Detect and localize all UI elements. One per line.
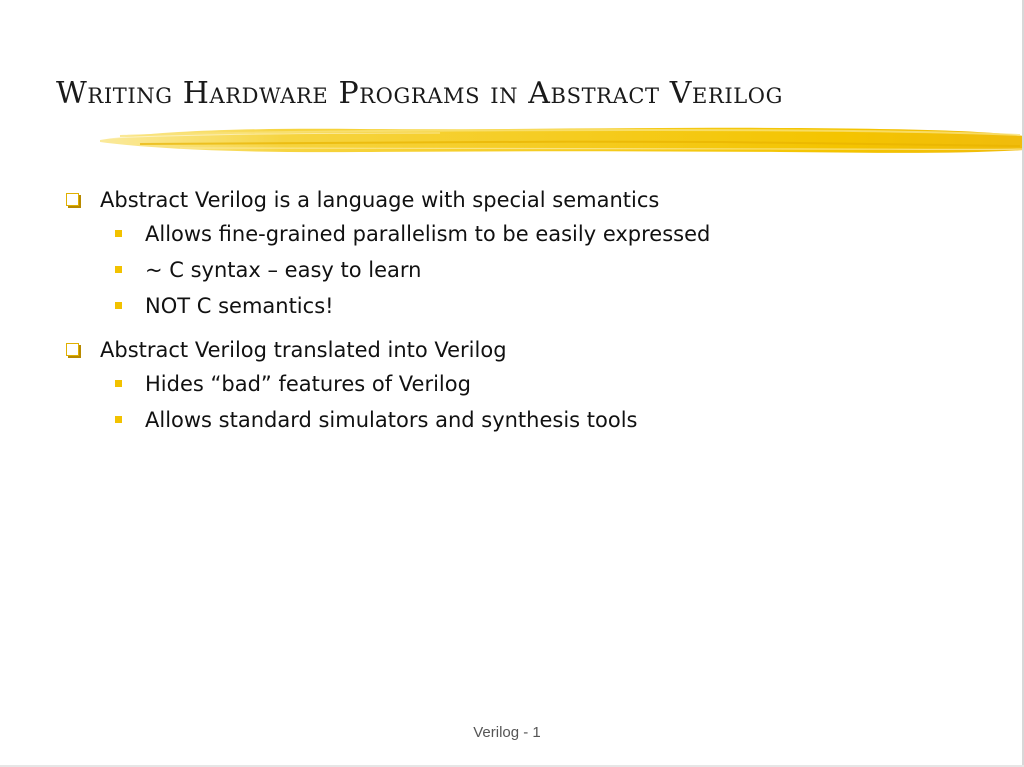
sub-bullet-item — [64, 402, 984, 438]
sub-bullet-item — [64, 366, 984, 402]
sub-bullet-item — [64, 216, 984, 252]
sub-bullet-item — [64, 252, 984, 288]
sub-bullet-item — [64, 288, 984, 324]
square-bullet-icon — [115, 302, 122, 309]
square-bullet-icon — [115, 416, 122, 423]
sub-bullet-text: Allows standard simulators and synthesis tools — [145, 408, 638, 432]
sub-bullet-text: NOT C semantics! — [145, 294, 334, 318]
bullet-text: Abstract Verilog translated into Verilog — [100, 338, 507, 362]
slide-title: Writing Hardware Programs in Abstract Verilog — [56, 76, 784, 111]
sub-bullet-text: Allows fine-grained parallelism to be easily expressed — [145, 222, 711, 246]
slide-footer: Verilog - 1 — [473, 724, 541, 741]
square-bullet-icon — [115, 380, 122, 387]
brush-stroke-decoration — [100, 118, 1024, 162]
sub-bullet-text: ~ C syntax – easy to learn — [145, 258, 422, 282]
slide-content — [64, 184, 984, 438]
square-bullet-icon — [115, 230, 122, 237]
bullet-text: Abstract Verilog is a language with special semantics — [100, 188, 660, 212]
bullet-item — [64, 334, 984, 366]
box-bullet-icon — [66, 193, 79, 206]
bullet-item — [64, 184, 984, 216]
sub-bullet-text: Hides “bad” features of Verilog — [145, 372, 471, 396]
box-bullet-icon — [66, 343, 79, 356]
square-bullet-icon — [115, 266, 122, 273]
